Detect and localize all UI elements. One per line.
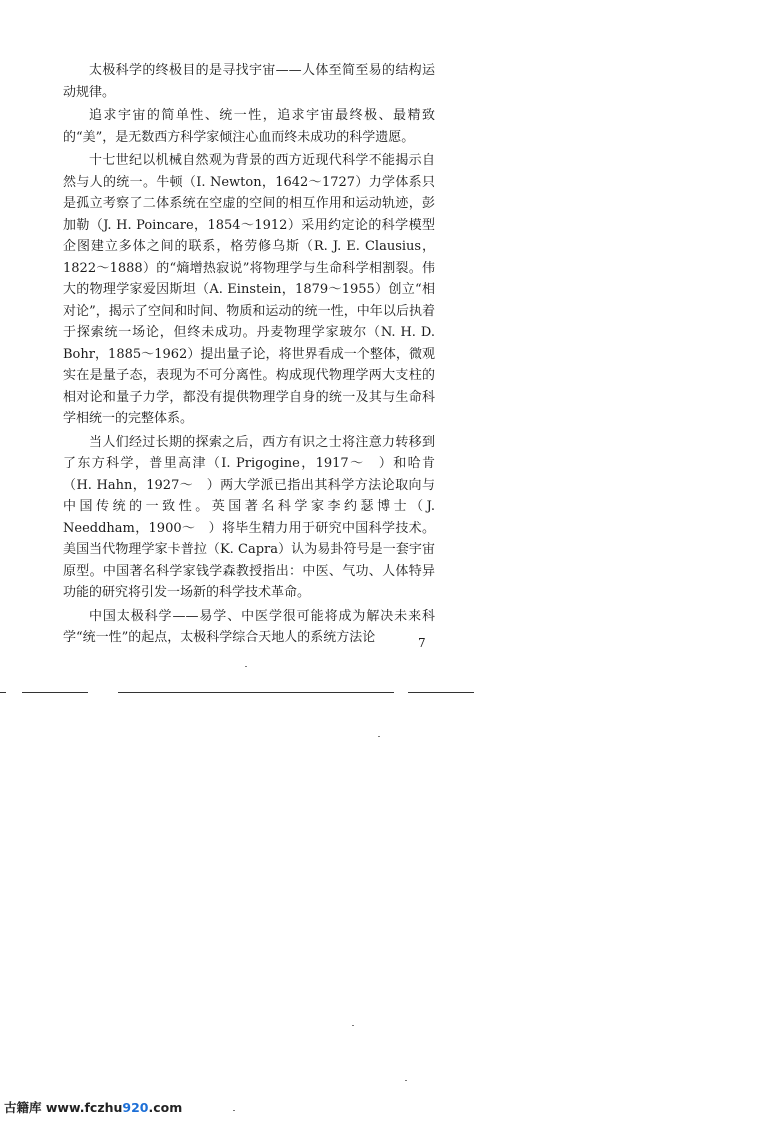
paragraph-5: 中国太极科学——易学、中医学很可能将成为解决未来科学“统一性”的起点，太极科学综合天地人的系统方法论	[63, 608, 435, 645]
site-watermark	[4, 1098, 182, 1116]
paragraph-4: 当人们经过长期的探索之后，西方有识之士将注意力转移到了东方科学，普里高津（I. Prigogine，1917～ ）和哈肯（H. Hahn，1927～ ）两大学派已指出其科学方法论取向与中国传统的一致性。英国著名科学家李约瑟博士（J. Needdham，1900～ ）将毕生精力用于研究中国科学技术。美国当代物理学家卡普拉（K. Capra）认为易卦符号是一套宇宙原型。中国著名科学家钱学森教授指出：中医、气功、人体特异功能的研究将引发一场新的科学技术革命。	[63, 434, 435, 600]
scan-rule-segment	[408, 692, 474, 693]
scan-speck	[405, 1080, 407, 1081]
scan-speck	[352, 1025, 354, 1026]
paragraph-1: 太极科学的终极目的是寻找宇宙——人体至简至易的结构运动规律。	[63, 63, 435, 100]
scan-speck	[233, 1110, 235, 1111]
scan-speck	[245, 666, 247, 667]
page-body	[63, 60, 435, 651]
scan-rule-segment	[0, 692, 6, 693]
paragraph-2: 追求宇宙的简单性、统一性，追求宇宙最终极、最精致的“美”，是无数西方科学家倾注心血而终未成功的科学遗愿。	[63, 108, 435, 145]
scan-rule-segment	[118, 692, 394, 693]
watermark-url-digits: 920	[122, 1100, 149, 1115]
watermark-site-name: 古籍库	[4, 1100, 42, 1115]
scan-speck	[378, 736, 380, 737]
watermark-url-suffix: .com	[148, 1100, 183, 1115]
watermark-url-prefix: www.fczhu	[45, 1100, 123, 1115]
scan-rule-segment	[22, 692, 88, 693]
page-number: 7	[418, 636, 426, 650]
paragraph-3: 十七世纪以机械自然观为背景的西方近现代科学不能揭示自然与人的统一。牛顿（I. Newton，1642～1727）力学体系只是孤立考察了二体系统在空虚的空间的相互作用和运动轨迹，彭加勒（J. H. Poincare，1854～1912）采用约定论的科学模型企图建立多体之间的联系，格劳修乌斯（R. J. E. Clausius，1822～1888）的“熵增热寂说”将物理学与生命科学相割裂。伟大的物理学家爱因斯坦（A. Einstein，1879～1955）创立“相对论”，揭示了空间和时间、物质和运动的统一性，中年以后执着于探索统一场论，但终未成功。丹麦物理学家玻尔（N. H. D. Bohr，1885～1962）提出量子论，将世界看成一个整体，微观实在是量子态，表现为不可分离性。构成现代物理学两大支柱的相对论和量子力学，都没有提供物理学自身的统一及其与生命科学相统一的完整体系。	[63, 153, 435, 426]
